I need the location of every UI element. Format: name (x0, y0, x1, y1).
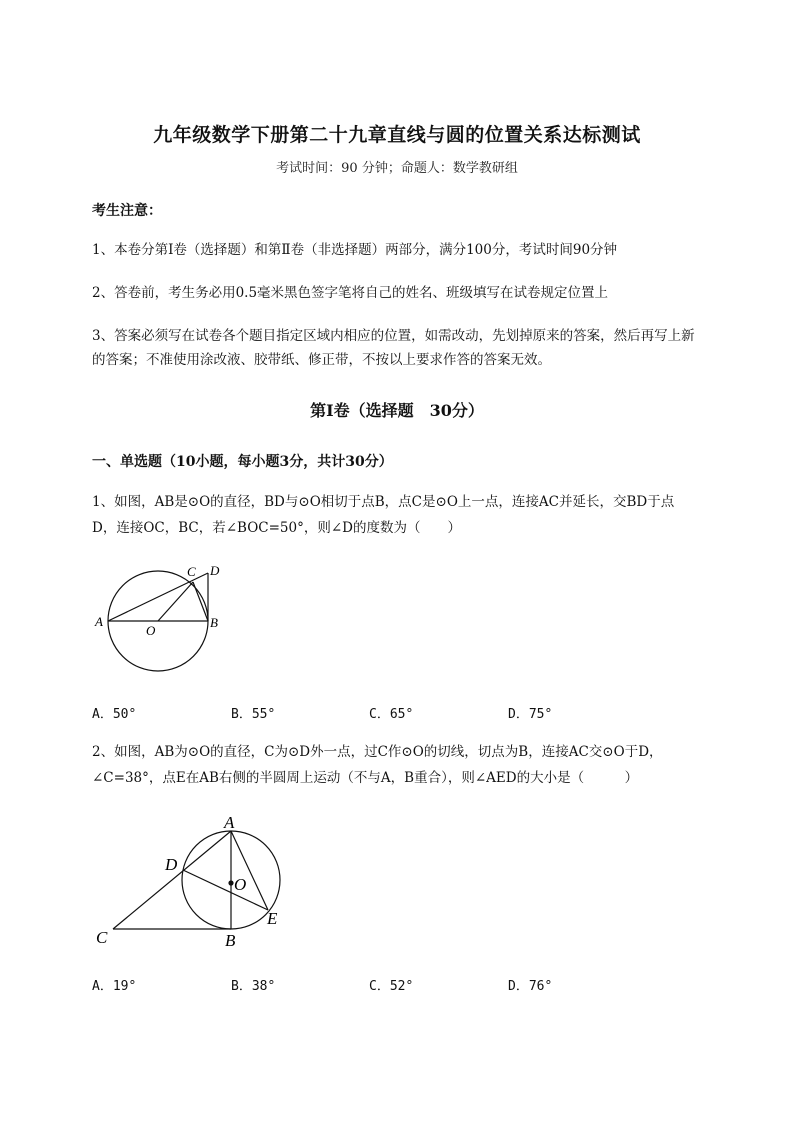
label-b: B (225, 931, 236, 950)
question-1-figure (90, 560, 230, 680)
q1-option-d[interactable]: D．75° (508, 707, 553, 722)
label-a: A (224, 813, 235, 832)
q1-option-a[interactable]: A．50° (92, 707, 137, 722)
notice-item-3-cont: 的答案；不准使用涂改液、胶带纸、修正带，不按以上要求作答的答案无效。 (92, 352, 551, 368)
question-1-line-2: D，连接OC，BC，若∠BOC=50°，则∠D的度数为（ ） (92, 520, 461, 536)
notice-item-3: 3、答案必须写在试卷各个题目指定区域内相应的位置，如需改动，先划掉原来的答案，然后再写上新 (92, 328, 695, 344)
label-b: B (210, 615, 218, 630)
q1-option-c[interactable]: C．65° (369, 707, 414, 722)
section-title: 第Ⅰ卷（选择题 30分） (310, 401, 484, 420)
notice-heading: 考生注意： (92, 203, 162, 219)
page-title: 九年级数学下册第二十九章直线与圆的位置关系达标测试 (153, 124, 641, 146)
label-c: C (187, 564, 196, 579)
question-2-line-1: 2、如图，AB为⊙O的直径，C为⊙D外一点，过C作⊙O的切线，切点为B，连接AC交⊙O于D， (92, 744, 663, 760)
question-2-figure (90, 808, 300, 953)
q2-option-c[interactable]: C．52° (369, 979, 414, 994)
label-d: D (165, 855, 178, 874)
label-o: O (234, 875, 247, 894)
label-e: E (267, 909, 278, 928)
label-c: C (96, 928, 108, 947)
q2-option-b[interactable]: B．38° (231, 979, 276, 994)
q1-option-b[interactable]: B．55° (231, 707, 276, 722)
label-o: O (146, 623, 156, 638)
question-1-line-1: 1、如图，AB是⊙O的直径，BD与⊙O相切于点B，点C是⊙O上一点，连接AC并延长，交BD于点 (92, 494, 675, 510)
exam-info: 考试时间：90 分钟；命题人：数学教研组 (276, 161, 518, 176)
q2-option-a[interactable]: A．19° (92, 979, 137, 994)
label-d: D (210, 563, 220, 578)
notice-item-2: 2、答卷前，考生务必用0.5毫米黑色签字笔将自己的姓名、班级填写在试卷规定位置上 (92, 285, 609, 301)
question-2-line-2: ∠C=38°，点E在AB右侧的半圆周上运动（不与A，B重合），则∠AED的大小是（ ） (92, 770, 639, 786)
label-a: A (95, 614, 103, 629)
notice-item-1: 1、本卷分第Ⅰ卷（选择题）和第Ⅱ卷（非选择题）两部分，满分100分，考试时间90分钟 (92, 242, 618, 258)
q2-option-d[interactable]: D．76° (508, 979, 553, 994)
part-heading: 一、单选题（10小题，每小题3分，共计30分） (92, 454, 393, 470)
